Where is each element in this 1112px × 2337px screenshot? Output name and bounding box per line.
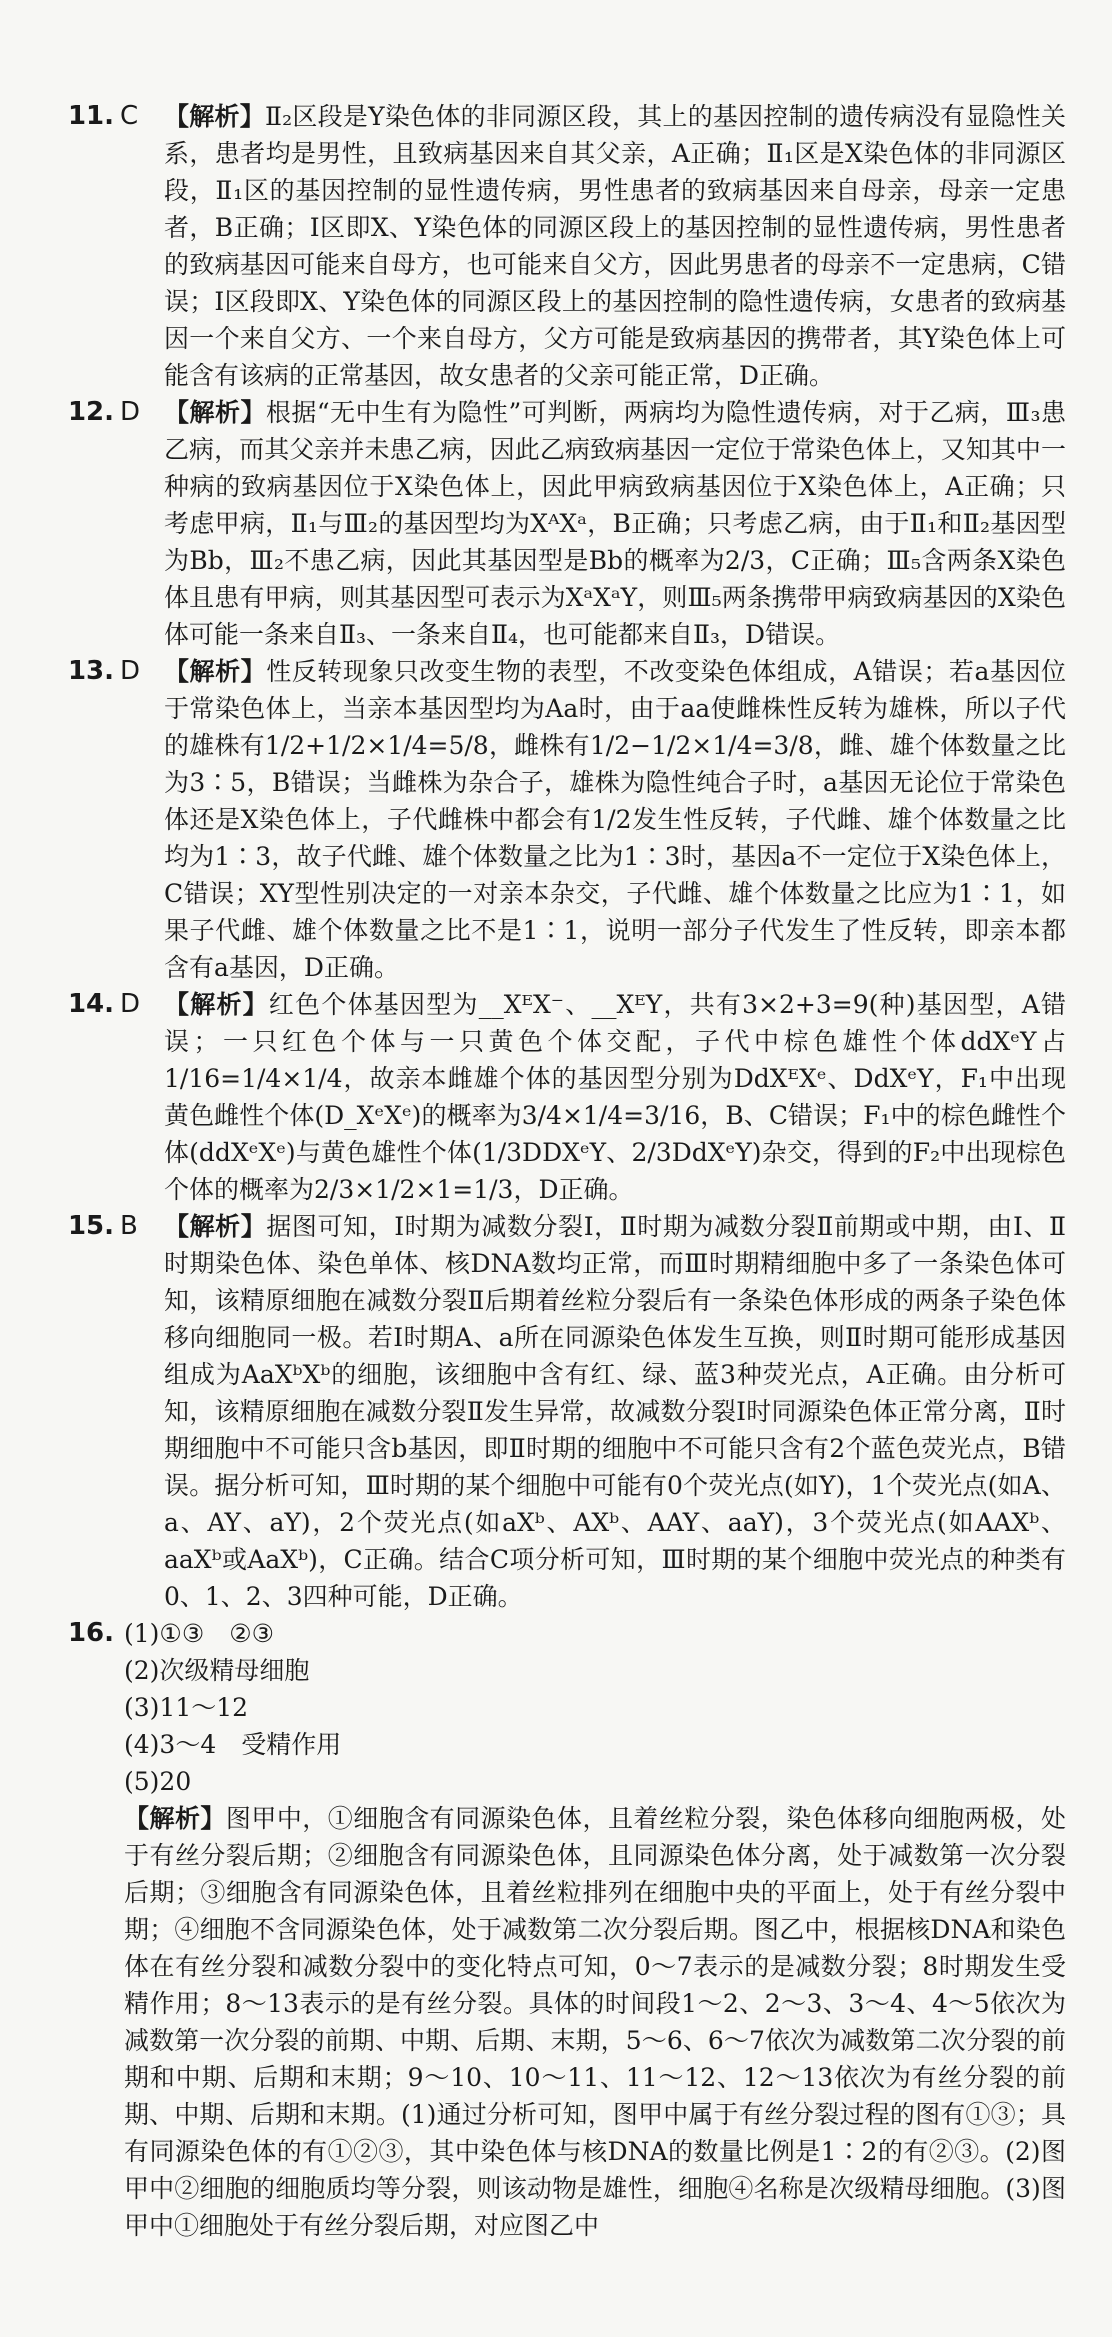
analysis-label: 【解析】 <box>164 1212 267 1241</box>
answer-item-11 <box>56 98 1066 394</box>
question-number: 15. <box>67 1211 114 1241</box>
answer-choice: B <box>120 1211 138 1241</box>
answer-item-15 <box>56 1208 1066 1615</box>
explanation <box>164 1208 1066 1615</box>
explanation <box>164 653 1066 986</box>
explanation <box>164 98 1066 394</box>
explanation-text: 据图可知，Ⅰ时期为减数分裂Ⅰ，Ⅱ时期为减数分裂Ⅱ前期或中期，由Ⅰ、Ⅱ时期染色体、染色单体、核DNA数均正常，而Ⅲ时期精细胞中多了一条染色体可知，该精原细胞在减数分裂Ⅱ后期着丝粒分裂后有一条染色体形成的两条子染色体移向细胞同一极。若Ⅰ时期A、a所在同源染色体发生互换，则Ⅱ时期可能形成基因组成为AaXᵇXᵇ的细胞，该细胞中含有红、绿、蓝3种荧光点，A正确。由分析可知，该精原细胞在减数分裂Ⅱ发生异常，故减数分裂Ⅰ时同源染色体正常分离，Ⅱ时期细胞中不可能只含b基因，即Ⅱ时期的细胞中不可能只含有2个蓝色荧光点，B错误。据分析可知，Ⅲ时期的某个细胞中可能有0个荧光点(如Y)，1个荧光点(如A、a、AY、aY)，2个荧光点(如aXᵇ、AXᵇ、AAY、aaY)，3个荧光点(如AAXᵇ、aaXᵇ或AaXᵇ)，C正确。结合C项分析可知，Ⅲ时期的某个细胞中荧光点的种类有0、1、2、3四种可能，D正确。 <box>164 1212 1066 1611</box>
analysis-label: 【解析】 <box>164 657 267 686</box>
answer-item-14 <box>56 986 1066 1208</box>
analysis-label: 【解析】 <box>164 990 269 1019</box>
answer-content <box>56 98 1066 2244</box>
explanation-text: Ⅱ₂区段是Y染色体的非同源区段，其上的基因控制的遗传病没有显隐性关系，患者均是男性，且致病基因来自其父亲，A正确；Ⅱ₁区是X染色体的非同源区段，Ⅱ₁区的基因控制的显性遗传病，男性患者的致病基因来自母亲，母亲一定患者，B正确；Ⅰ区即X、Y染色体的同源区段上的基因控制的显性遗传病，男性患者的致病基因可能来自母方，也可能来自父方，因此男患者的母亲不一定患病，C错误；Ⅰ区段即X、Y染色体的同源区段上的基因控制的隐性遗传病，女患者的致病基因一个来自父方、一个来自母方，父方可能是致病基因的携带者，其Y染色体上可能含有该病的正常基因，故女患者的父亲可能正常，D正确。 <box>164 102 1066 390</box>
sub-answer-4: (4)3～4 受精作用 <box>124 1730 342 1759</box>
question-number: 16. <box>67 1618 114 1648</box>
explanation-text: 图甲中，①细胞含有同源染色体，且着丝粒分裂，染色体移向细胞两极，处于有丝分裂后期；②细胞含有同源染色体，且同源染色体分离，处于减数第一次分裂后期；③细胞含有同源染色体，且着丝粒排列在细胞中央的平面上，处于有丝分裂中期；④细胞不含同源染色体，处于减数第二次分裂后期。图乙中，根据核DNA和染色体在有丝分裂和减数分裂中的变化特点可知，0～7表示的是减数分裂；8时期发生受精作用；8～13表示的是有丝分裂。具体的时间段1～2、2～3、3～4、4～5依次为减数第一次分裂的前期、中期、后期、末期，5～6、6～7依次为减数第二次分裂的前期和中期、后期和末期；9～10、10～11、11～12、12～13依次为有丝分裂的前期、中期、后期和末期。(1)通过分析可知，图甲中属于有丝分裂过程的图有①③；具有同源染色体的有①②③，其中染色体与核DNA的数量比例是1∶2的有②③。(2)图甲中②细胞的细胞质均等分裂，则该动物是雄性，细胞④名称是次级精母细胞。(3)图甲中①细胞处于有丝分裂后期，对应图乙中 <box>124 1804 1066 2240</box>
question-number: 12. <box>67 397 114 427</box>
explanation-text: 红色个体基因型为__XᴱX⁻、__XᴱY，共有3×2+3=9(种)基因型，A错误；一只红色个体与一只黄色个体交配，子代中棕色雄性个体ddXᵉY占1/16=1/4×1/4，故亲本雌雄个体的基因型分别为DdXᴱXᵉ、DdXᵉY，F₁中出现黄色雌性个体(D_XᵉXᵉ)的概率为3/4×1/4=3/16，B、C错误；F₁中的棕色雌性个体(ddXᵉXᵉ)与黄色雄性个体(1/3DDXᵉY、2/3DdXᵉY)杂交，得到的F₂中出现棕色个体的概率为2/3×1/2×1=1/3，D正确。 <box>164 990 1066 1204</box>
explanation-text: 根据“无中生有为隐性”可判断，两病均为隐性遗传病，对于乙病，Ⅲ₃患乙病，而其父亲并未患乙病，因此乙病致病基因一定位于常染色体上，又知其中一种病的致病基因位于X染色体上，因此甲病致病基因位于X染色体上，A正确；只考虑甲病，Ⅱ₁与Ⅲ₂的基因型均为XᴬXᵃ，B正确；只考虑乙病，由于Ⅱ₁和Ⅱ₂基因型为Bb，Ⅲ₂不患乙病，因此其基因型是Bb的概率为2/3，C正确；Ⅲ₅含两条X染色体且患有甲病，则其基因型可表示为XᵃXᵃY，则Ⅲ₅两条携带甲病致病基因的X染色体可能一条来自Ⅱ₃、一条来自Ⅱ₄，也可能都来自Ⅱ₃，D错误。 <box>164 398 1066 649</box>
answer-choice: C <box>120 101 139 131</box>
answer-choice: D <box>120 989 141 1019</box>
answer-choice: D <box>120 397 141 427</box>
answer-item-12 <box>56 394 1066 653</box>
analysis-label: 【解析】 <box>164 102 265 131</box>
sub-answer-3: (3)11～12 <box>124 1693 249 1722</box>
explanation <box>124 1800 1066 2244</box>
answer-item-13 <box>56 653 1066 986</box>
sub-answer-5: (5)20 <box>124 1767 192 1796</box>
sub-answer-1: (1)①③ ②③ <box>124 1619 275 1648</box>
explanation <box>164 394 1066 653</box>
question-number: 14. <box>67 989 114 1019</box>
explanation-text: 性反转现象只改变生物的表型，不改变染色体组成，A错误；若a基因位于常染色体上，当亲本基因型均为Aa时，由于aa使雌株性反转为雄株，所以子代的雄株有1/2+1/2×1/4=5/8，雌株有1/2−1/2×1/4=3/8，雌、雄个体数量之比为3∶5，B错误；当雌株为杂合子，雄株为隐性纯合子时，a基因无论位于常染色体还是X染色体上，子代雌株中都会有1/2发生性反转，子代雌、雄个体数量之比均为1∶3，故子代雌、雄个体数量之比为1∶3时，基因a不一定位于X染色体上，C错误；XY型性别决定的一对亲本杂交，子代雌、雄个体数量之比应为1∶1，如果子代雌、雄个体数量之比不是1∶1，说明一部分子代发生了性反转，即亲本都含有a基因，D正确。 <box>164 657 1066 982</box>
sub-answer-2: (2)次级精母细胞 <box>124 1656 310 1685</box>
analysis-label: 【解析】 <box>164 398 266 427</box>
explanation <box>164 986 1066 1208</box>
answer-choice: D <box>120 656 141 686</box>
question-number: 13. <box>67 656 114 686</box>
answer-item-16 <box>56 1615 1066 2244</box>
question-number: 11. <box>67 101 114 131</box>
analysis-label: 【解析】 <box>124 1804 226 1833</box>
